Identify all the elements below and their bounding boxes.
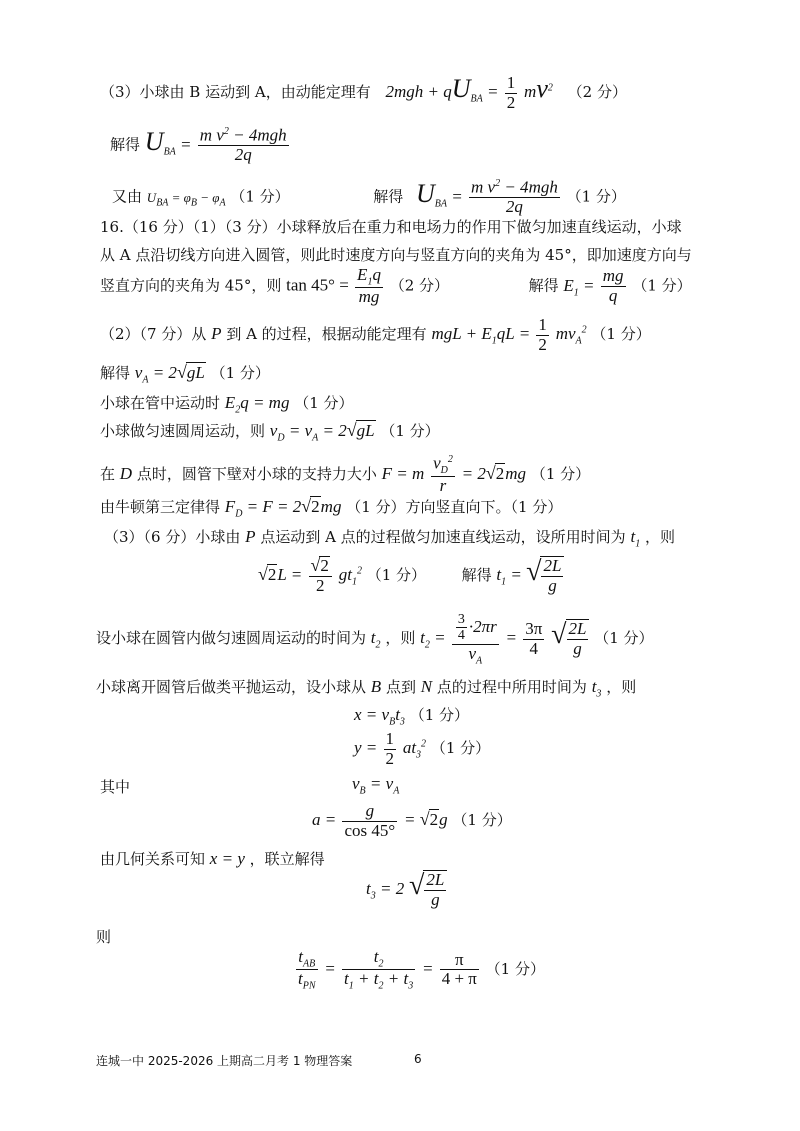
final-eq: $\frac{t_{AB}}{t_{PN}}$ = $\frac{t_2}{t_1 + t_2 + t_3}$ = $\frac{\pi}{4 + \pi}$ （1 分） [298, 947, 545, 992]
geo-line: 由几何关系可知 x = y ，联立解得 [100, 849, 325, 868]
s3-line3: 又由 $U_{BA} = \varphi_B - \varphi_A$ （1 分） 解得 $U_{BA}$ = $\frac{m v^2 - 4mgh}{2q}$ （1 分） [112, 177, 626, 217]
s3-solve-label: 解得 [110, 135, 141, 154]
q16-line1: 16.（16 分）（1）（3 分）小球释放后在重力和电场力的作用下做匀加速直线运动，小球 [100, 218, 682, 236]
d-pts: （1 分） [530, 464, 591, 483]
t3-a: 小球离开圆管后做类平抛运动，设小球从 [96, 678, 367, 696]
s3-line1: （3）小球由 B 运动到 A，由动能定理有 $2mgh + qU_{BA}$ = $\frac{1}{2}$ $mv^2$ （2 分） [100, 73, 627, 112]
q16-pts-b: （1 分） [632, 276, 692, 295]
q16-pts-a: （2 分） [389, 276, 450, 295]
y-pts: （1 分） [430, 739, 491, 758]
t2-then: ，则 [385, 629, 416, 648]
geo-a: 由几何关系可知 [100, 850, 206, 868]
q16-p2-pts: （1 分） [591, 325, 651, 344]
a-eq: a = $\frac{g}{\cos 45^\circ}$ = √2g （1 分） [312, 801, 512, 840]
then-label: 则 [96, 928, 112, 946]
q16-part2: （2）（7 分）从 P 到 A 的过程，根据动能定理有 mgL + $E_1qL$ = $\frac{1}{2}$ $mv_A^2$ （1 分） [100, 315, 651, 354]
eq1-solve: 解得 [461, 566, 492, 585]
t3-line: 小球离开圆管后做类平抛运动，设小球从 B 点到 N 点的过程中所用时间为 $t_3$ ，则 [96, 677, 637, 700]
circ-pts: （1 分） [380, 422, 440, 440]
uba-fraction: $\frac{m v^2 - 4mgh}{2q}$ [199, 125, 287, 165]
s3-points-2: （1 分） [566, 187, 626, 206]
circ-line: 小球做匀速圆周运动，则 $v_D = v_A = 2√gL$ （1 分） [100, 420, 440, 444]
part3-line: （3）（6 分）小球由 P 点运动到 A 点的过程做匀加速直线运动，设所用时间为 $t_1$ ，则 [104, 527, 675, 550]
geo-b: ，联立解得 [249, 850, 325, 868]
eq1-line: √2L = $\frac{√2}{2}$ $gt_1^2$ （1 分） 解得 $t_1$ = √ $\frac{2L}{g}$ [258, 556, 564, 596]
x-pts: （1 分） [409, 706, 470, 724]
t3-d: ，则 [606, 678, 637, 696]
q16-p2-b: 到 A 的过程，根据动能定理有 [226, 325, 427, 344]
s3-solve2-label: 解得 [373, 187, 404, 206]
s3-line2: 解得 $U_{BA}$ = $\frac{m v^2 - 4mgh}{2q}$ [110, 125, 287, 165]
t2-pts: （1 分） [594, 629, 654, 648]
t3-b: 点到 [385, 678, 416, 696]
q16-solve-e1: 解得 [528, 276, 559, 295]
d-label-a: 在 [100, 464, 116, 483]
d-label-b: 点时，圆管下壁对小球的支持力大小 [136, 464, 377, 483]
q16-p2-a: （2）（7 分）从 [100, 325, 207, 344]
d-line: 在 D 点时，圆管下壁对小球的支持力大小 F = m $\frac{v_D^2}{r}$ = 2√2mg （1 分） [100, 453, 591, 496]
t3-eq: $t_3 = 2$ √ $\frac{2L}{g}$ [366, 870, 447, 909]
q16-line3: 竖直方向的夹角为 45°，则 tan 45° = $\frac{E_1q}{mg}$ （2 分） 解得 $E_1$ = $\frac{mg}{q}$ （1 分） [100, 265, 692, 307]
q16-line2: 从 A 点沿切线方向进入圆管，则此时速度方向与竖直方向的夹角为 45°，即加速度方向与 [100, 246, 692, 264]
va-label: 解得 [100, 364, 131, 382]
tube-line: 小球在管中运动时 $E_2q$ = mg （1 分） [100, 393, 354, 416]
x-eq: $x = v_Bt_3$ （1 分） [354, 705, 470, 728]
circ-label: 小球做匀速圆周运动，则 [100, 422, 266, 440]
tube-pts: （1 分） [294, 394, 354, 412]
t2-line: 设小球在圆管内做匀速圆周运动的时间为 $t_2$ ，则 $t_2$ = $\frac{3}{4}$ ·2πr $v_A$ = $\frac{3\pi}{4}$ √ $\frac{2L}{g}$ （1 分） [96, 612, 654, 667]
half-fraction: $\frac{1}{2}$ [506, 73, 516, 112]
newton-pts: （1 分）方向竖直向下。（1 分） [346, 498, 563, 516]
t3-c: 点的过程中所用时间为 [436, 678, 587, 696]
newton-label: 由牛顿第三定律得 [100, 498, 221, 516]
footer-left: 连城一中 2025-2026 上期高二月考 1 物理答案 [96, 1054, 353, 1068]
where-label: 其中 [100, 778, 131, 796]
s3-points: （2 分） [567, 83, 627, 102]
vb-eq: $v_B = v_A$ [352, 774, 400, 797]
va-pts: （1 分） [210, 364, 270, 382]
s3-intro: （3）小球由 B 运动到 A，由动能定理有 [100, 83, 371, 102]
va-line: 解得 $v_A = 2√gL$ （1 分） [100, 362, 270, 386]
p3-c: ，则 [644, 528, 675, 546]
final-pts: （1 分） [485, 959, 545, 978]
s3-points-1: （1 分） [230, 187, 290, 206]
q16-line3-text: 竖直方向的夹角为 45°，则 [100, 276, 282, 295]
p3-a: （3）（6 分）小球由 [104, 528, 241, 546]
eq1-pts: （1 分） [366, 566, 427, 585]
p3-b: 点运动到 A 点的过程做匀加速直线运动，设所用时间为 [260, 528, 626, 546]
s3-also-label: 又由 [112, 187, 143, 206]
y-eq: y = $\frac{1}{2}$ $at_3^2$ （1 分） [354, 729, 491, 768]
newton-line: 由牛顿第三定律得 $F_D = F = 2√2mg$ （1 分）方向竖直向下。（1 分） [100, 496, 563, 520]
page-number: 6 [414, 1052, 422, 1066]
t2-label: 设小球在圆管内做匀速圆周运动的时间为 [96, 629, 367, 648]
a-pts: （1 分） [452, 811, 512, 830]
tube-label: 小球在管中运动时 [100, 394, 221, 412]
